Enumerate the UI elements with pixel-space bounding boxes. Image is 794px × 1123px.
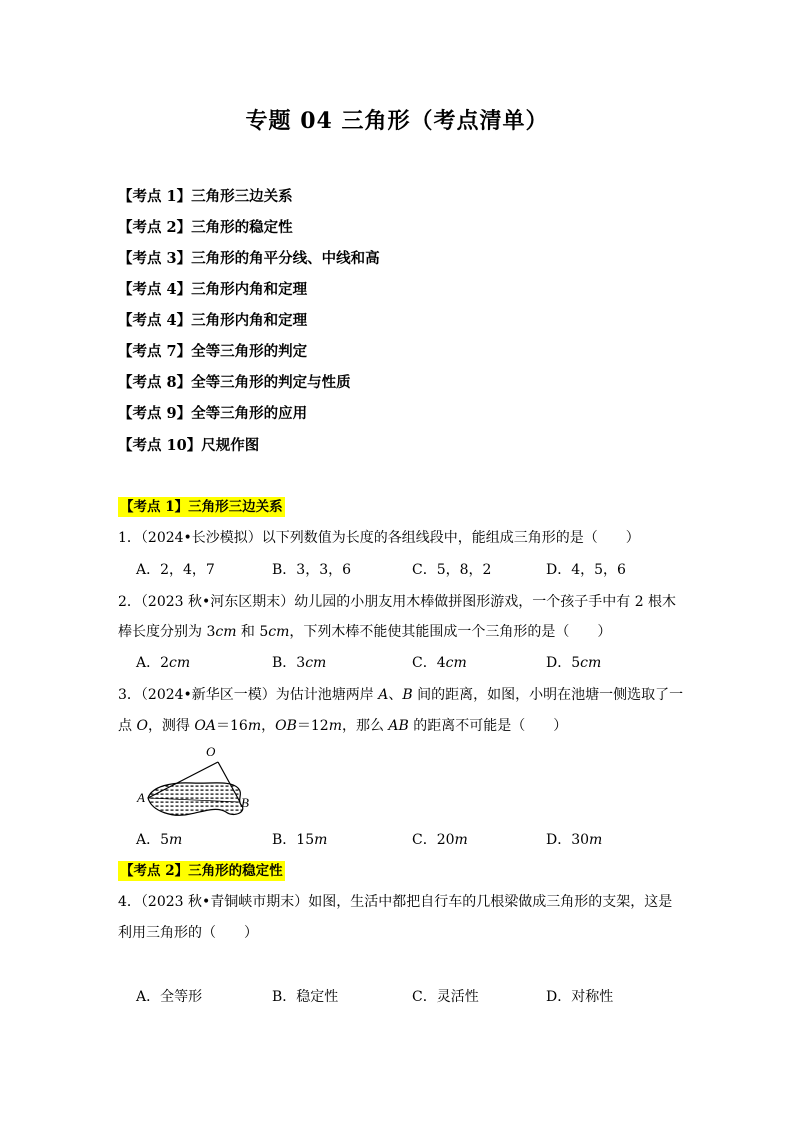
toc-item: 【考点 8】全等三角形的判定与性质 xyxy=(118,374,351,391)
question-4-option-d: D．对称性 xyxy=(546,989,614,1005)
point-O-label: O xyxy=(206,744,216,759)
toc-item: 【考点 9】全等三角形的应用 xyxy=(118,405,308,422)
question-3-option-b: B．15m xyxy=(272,832,328,848)
toc-item: 【考点 10】尺规作图 xyxy=(118,437,260,454)
point-A-label: A xyxy=(137,790,145,805)
section-heading: 【考点 1】三角形三边关系 xyxy=(120,499,283,515)
toc-item: 【考点 4】三角形内角和定理 xyxy=(118,312,308,329)
question-3-option-d: D．30m xyxy=(546,832,603,848)
question-1-option-c: C．5，8，2 xyxy=(412,562,492,578)
pond-shape xyxy=(148,783,243,815)
question-2-text-line2: 棒长度分别为 3cm 和 5cm，下列木棒不能使其能围成一个三角形的是（ ） xyxy=(118,624,612,640)
question-3-text: 3．（2024•新华区一模）为估计池塘两岸 A、B 间的距离，如图，小明在池塘一侧选取了一 xyxy=(118,687,684,703)
question-2-option-b: B．3cm xyxy=(272,655,327,671)
question-1-option-a: A．2，4，7 xyxy=(136,562,215,578)
question-1-option-d: D．4，5，6 xyxy=(546,562,626,578)
toc-item: 【考点 4】三角形内角和定理 xyxy=(118,281,308,298)
page-title: 专题 04 三角形（考点清单） xyxy=(245,108,549,134)
question-2-option-c: C．4cm xyxy=(412,655,467,671)
question-2-text: 2．（2023 秋•河东区期末）幼儿园的小朋友用木棒做拼图形游戏，一个孩子手中有 2 根木 xyxy=(118,594,677,610)
question-1-text: 1．（2024•长沙模拟）以下列数值为长度的各组线段中，能组成三角形的是（ ） xyxy=(118,530,640,546)
question-4-option-c: C．灵活性 xyxy=(412,989,479,1005)
question-4-text-line2: 利用三角形的（ ） xyxy=(118,925,258,941)
question-4-text: 4．（2023 秋•青铜峡市期末）如图，生活中都把自行车的几根梁做成三角形的支架，这是 xyxy=(118,894,673,910)
pond-triangle-figure xyxy=(130,740,270,822)
point-B-label: B xyxy=(241,795,249,810)
question-2-option-d: D．5cm xyxy=(546,655,602,671)
question-3-option-c: C．20m xyxy=(412,832,468,848)
question-2-option-a: A．2cm xyxy=(136,655,191,671)
toc-item: 【考点 1】三角形三边关系 xyxy=(118,188,293,205)
question-4-option-b: B．稳定性 xyxy=(272,989,339,1005)
toc-item: 【考点 3】三角形的角平分线、中线和高 xyxy=(118,250,380,267)
question-4-option-a: A．全等形 xyxy=(136,989,203,1005)
section-heading: 【考点 2】三角形的稳定性 xyxy=(120,863,283,879)
toc-item: 【考点 2】三角形的稳定性 xyxy=(118,219,293,236)
question-3-option-a: A．5m xyxy=(136,832,183,848)
toc-item: 【考点 7】全等三角形的判定 xyxy=(118,343,308,360)
question-1-option-b: B．3，3，6 xyxy=(272,562,352,578)
question-3-text-line2: 点 O，测得 OA＝16m，OB＝12m，那么 AB 的距离不可能是（ ） xyxy=(118,718,568,734)
